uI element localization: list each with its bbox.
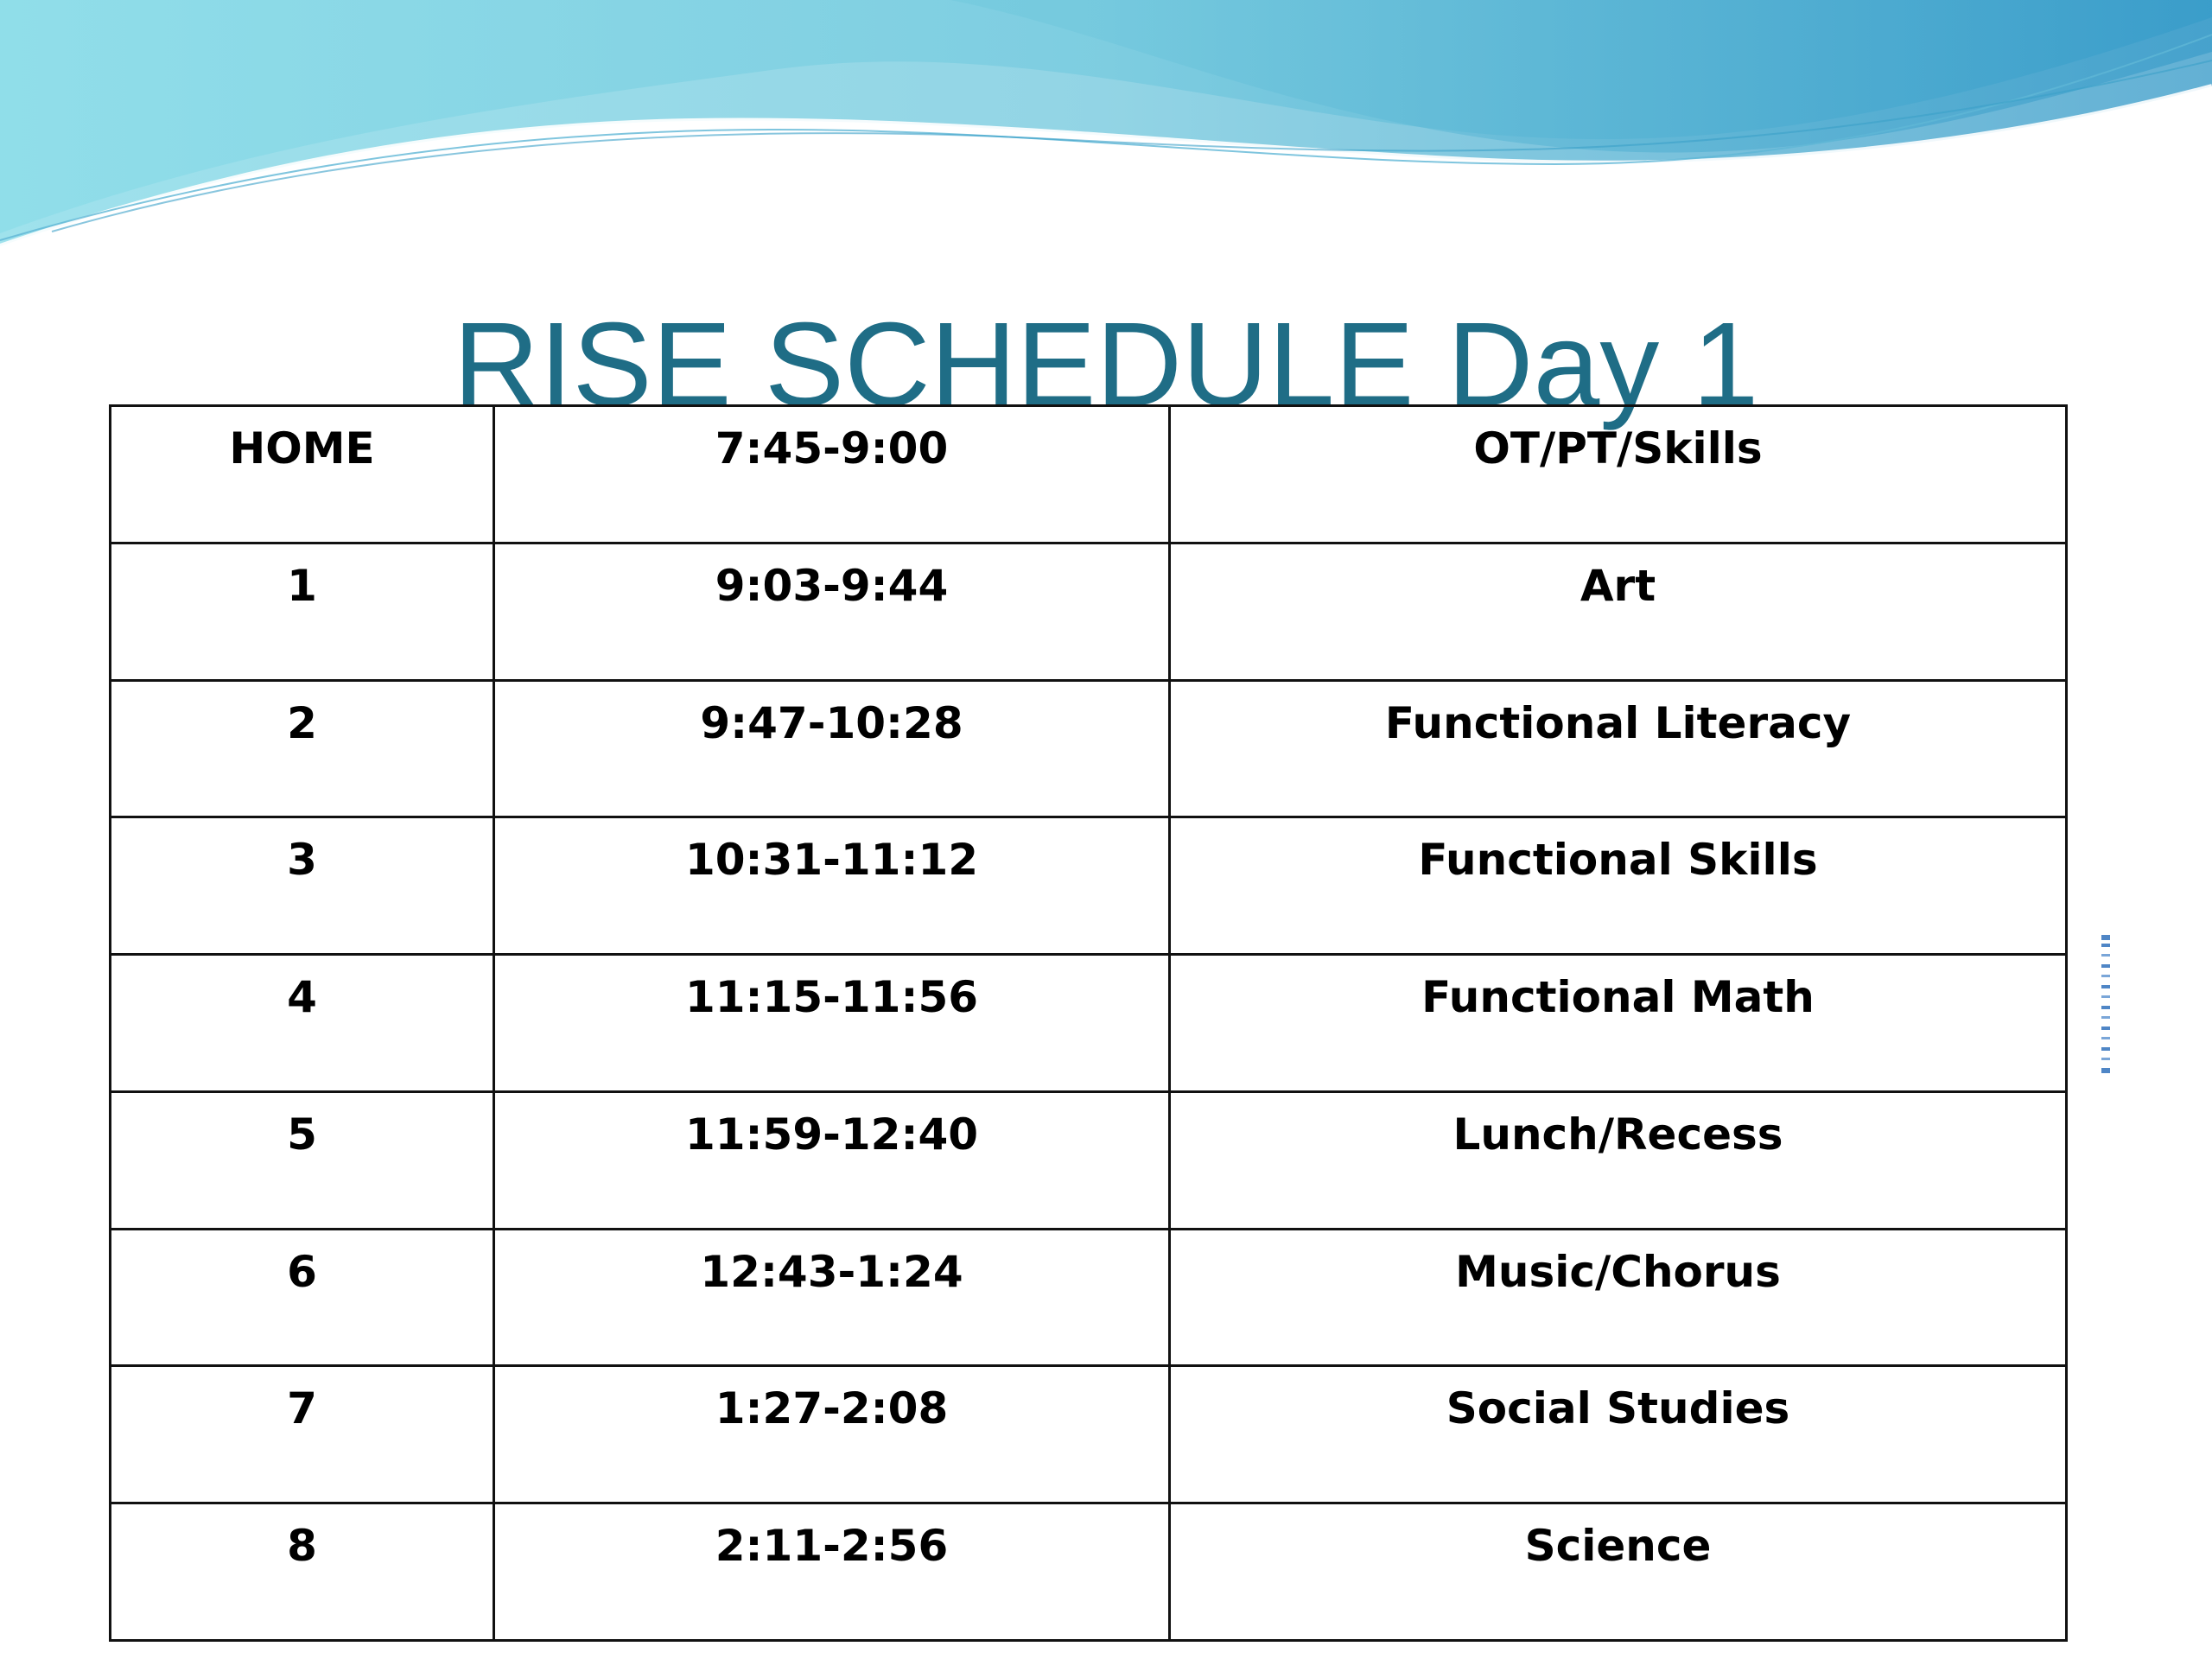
- class-cell: Art: [1170, 543, 2067, 680]
- table-row: [111, 406, 2067, 543]
- table-row: [111, 680, 2067, 817]
- time-cell: 12:43-1:24: [494, 1229, 1170, 1366]
- table-row: [111, 955, 2067, 1092]
- time-cell: 7:45-9:00: [494, 406, 1170, 543]
- page-title: RISE SCHEDULE Day 1: [453, 298, 1759, 432]
- class-cell: Lunch/Recess: [1170, 1091, 2067, 1229]
- table-row: [111, 543, 2067, 680]
- table-row: [111, 1503, 2067, 1641]
- table-row: [111, 1366, 2067, 1503]
- period-cell: 1: [111, 543, 494, 680]
- period-cell: 4: [111, 955, 494, 1092]
- period-cell: 7: [111, 1366, 494, 1503]
- class-cell: OT/PT/Skills: [1170, 406, 2067, 543]
- class-cell: Functional Literacy: [1170, 680, 2067, 817]
- time-cell: 11:59-12:40: [494, 1091, 1170, 1229]
- time-cell: 1:27-2:08: [494, 1366, 1170, 1503]
- class-cell: Music/Chorus: [1170, 1229, 2067, 1366]
- period-cell: 8: [111, 1503, 494, 1641]
- time-cell: 9:47-10:28: [494, 680, 1170, 817]
- period-cell: HOME: [111, 406, 494, 543]
- schedule-table: [109, 404, 2068, 1642]
- class-cell: Social Studies: [1170, 1366, 2067, 1503]
- table-row: [111, 817, 2067, 955]
- time-cell: 9:03-9:44: [494, 543, 1170, 680]
- class-cell: Science: [1170, 1503, 2067, 1641]
- class-cell: Functional Skills: [1170, 817, 2067, 955]
- table-row: [111, 1091, 2067, 1229]
- period-cell: 6: [111, 1229, 494, 1366]
- table-row: [111, 1229, 2067, 1366]
- time-cell: 11:15-11:56: [494, 955, 1170, 1092]
- period-cell: 2: [111, 680, 494, 817]
- time-cell: 2:11-2:56: [494, 1503, 1170, 1641]
- side-marker-decoration: [2100, 935, 2112, 1077]
- time-cell: 10:31-11:12: [494, 817, 1170, 955]
- period-cell: 3: [111, 817, 494, 955]
- header-wave-decoration: [0, 0, 2212, 259]
- class-cell: Functional Math: [1170, 955, 2067, 1092]
- period-cell: 5: [111, 1091, 494, 1229]
